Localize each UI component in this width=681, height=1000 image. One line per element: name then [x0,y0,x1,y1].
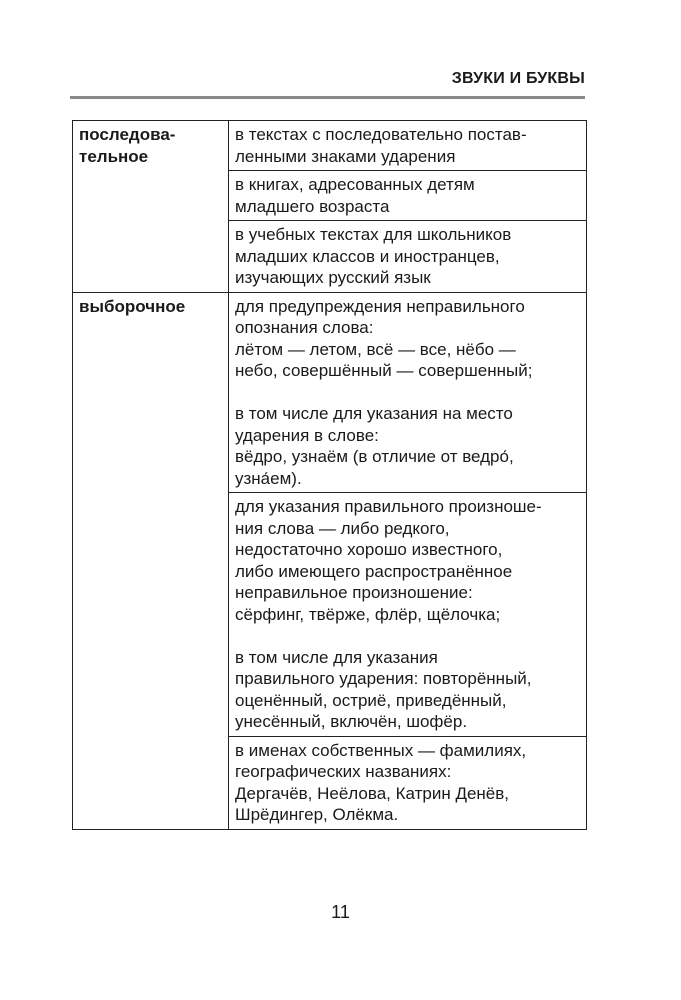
usage-line: правильного ударения: повторённый, [235,669,532,688]
usage-line: сёрфинг, твёрже, флёр, щёлочка; [235,604,501,624]
usage-line: в книгах, адресованных детям [235,175,475,194]
usage-line: унесённый, включён, шофёр. [235,712,468,731]
category-line: тельное [79,146,149,166]
running-title: ЗВУКИ И БУКВЫ [451,70,585,87]
usage-line: оценённый, остриё, приведённый, [235,690,507,710]
stress-usage-table [72,120,587,830]
usage-line: ния слова — либо редкого, [235,518,450,538]
usage-cell [229,121,587,171]
usage-line: в том числе для указания на место [235,404,513,423]
usage-line: в том числе для указания [235,647,438,667]
usage-cell [229,171,587,221]
usage-line: Дергачёв, Неёлова, Катрин Денёв, [235,783,510,803]
paragraph-gap [235,382,582,404]
usage-cell [229,493,587,737]
usage-line: младшего возраста [235,196,390,216]
usage-cell [229,221,587,293]
paragraph-gap [235,625,582,647]
usage-line: лётом — летом, всё — все, нёбо — [235,339,516,359]
table-row [73,292,587,493]
page-number: 11 [331,902,350,922]
usage-line: изучающих русский язык [235,268,431,287]
usage-line: либо имеющего распространённое [235,561,513,581]
category-line: выборочное [79,296,186,316]
usage-line: опознания слова: [235,318,374,337]
usage-line: ударения в слове: [235,425,379,445]
usage-line: младших классов и иностранцев, [235,246,500,266]
usage-line: в текстах с последовательно постав- [235,125,527,144]
usage-line: в учебных текстах для школьников [235,225,512,244]
usage-line: неправильное произношение: [235,583,473,602]
usage-line: ленными знаками ударения [235,146,456,166]
usage-line: вёдро, узнаём (в отличие от ведро́, [235,447,514,466]
category-cell [73,121,229,293]
usage-line: недостаточно хорошо известного, [235,540,503,559]
usage-line: для указания правильного произноше- [235,497,542,516]
table-row [73,121,587,171]
category-cell [73,292,229,829]
category-line: последова- [79,125,176,144]
header-rule [70,96,585,99]
usage-line: для предупреждения неправильного [235,296,525,316]
usage-line: в именах собственных — фамилиях, [235,740,527,760]
usage-line: географических названиях: [235,762,452,781]
usage-cell [229,736,587,829]
usage-line: узна́ем). [235,468,302,488]
usage-line: небо, совершённый — совершенный; [235,361,533,380]
usage-cell [229,292,587,493]
usage-line: Шрёдингер, Олёкма. [235,805,399,824]
